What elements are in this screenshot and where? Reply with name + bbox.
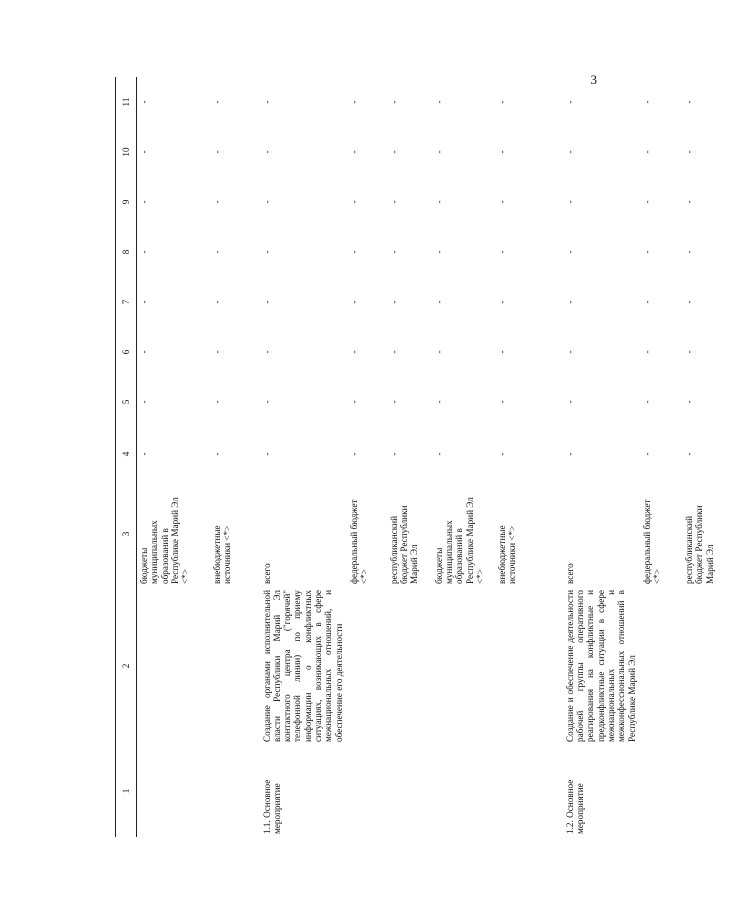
value-cell: -	[211, 300, 222, 304]
value-cell: -	[433, 150, 444, 154]
column-header: 6	[116, 327, 137, 377]
table-row	[210, 77, 260, 837]
value-cell: -	[388, 100, 399, 104]
value-cell: -	[433, 300, 444, 304]
rotated-page-content	[115, 77, 715, 837]
event-description-cell	[495, 587, 563, 745]
value-cell: -	[139, 300, 149, 304]
value-cell: -	[683, 100, 694, 104]
event-description-cell	[387, 587, 432, 745]
event-description-cell	[210, 587, 260, 745]
column-header: 11	[116, 77, 137, 127]
value-cell: -	[348, 250, 359, 254]
value-cell: -	[139, 200, 149, 204]
page-number: 3	[590, 72, 597, 87]
funding-source-cell: бюджеты муниципальных образований в Республике Марий Эл <*>	[433, 497, 486, 584]
table-row	[682, 77, 730, 837]
value-cell: -	[683, 250, 694, 254]
column-header: 7	[116, 277, 137, 327]
funding-source-cell: всего	[564, 563, 575, 584]
table-row	[347, 77, 387, 837]
value-cell: -	[564, 150, 575, 154]
value-cell: -	[388, 452, 399, 456]
value-cell: -	[641, 300, 652, 304]
value-cell: -	[348, 100, 359, 104]
value-cell: -	[348, 452, 359, 456]
event-number-cell	[210, 745, 260, 837]
value-cell: -	[496, 300, 507, 304]
event-description-cell	[347, 587, 387, 745]
event-number-cell	[640, 745, 682, 837]
value-cell: -	[433, 452, 444, 456]
value-cell: -	[211, 100, 222, 104]
value-cell: -	[683, 300, 694, 304]
event-number-cell: 1.2. Основное мероприятие	[564, 779, 586, 834]
event-description-cell	[137, 587, 210, 745]
value-cell: -	[683, 400, 694, 404]
column-header: 2	[116, 587, 137, 745]
table-row	[432, 77, 495, 837]
value-cell: -	[261, 400, 272, 404]
value-cell: -	[433, 100, 444, 104]
column-header: 4	[116, 427, 137, 481]
value-cell: -	[564, 400, 575, 404]
value-cell: -	[433, 350, 444, 354]
value-cell: -	[211, 250, 222, 254]
value-cell: -	[348, 350, 359, 354]
value-cell: -	[211, 150, 222, 154]
funding-source-cell: федеральный бюджет <*>	[641, 499, 663, 584]
table-row	[640, 77, 682, 837]
funding-source-cell: внебюджетные источники <*>	[496, 525, 518, 584]
value-cell: -	[261, 100, 272, 104]
value-cell: -	[564, 100, 575, 104]
value-cell: -	[433, 250, 444, 254]
value-cell: -	[348, 400, 359, 404]
value-cell: -	[433, 400, 444, 404]
table-row	[563, 77, 640, 837]
value-cell: -	[641, 100, 652, 104]
event-description-cell	[432, 587, 495, 745]
value-cell: -	[348, 300, 359, 304]
value-cell: -	[641, 400, 652, 404]
value-cell: -	[139, 350, 149, 354]
value-cell: -	[139, 150, 149, 154]
rotated-table-container	[115, 77, 715, 837]
value-cell: -	[261, 350, 272, 354]
value-cell: -	[388, 350, 399, 354]
value-cell: -	[496, 350, 507, 354]
funding-source-cell: республиканский бюджет Республики Марий Эл	[683, 505, 715, 584]
value-cell: -	[564, 250, 575, 254]
event-description-cell	[640, 587, 682, 745]
value-cell: -	[641, 150, 652, 154]
event-number-cell	[682, 745, 730, 837]
value-cell: -	[496, 400, 507, 404]
value-cell: -	[211, 452, 222, 456]
column-header: 9	[116, 177, 137, 227]
value-cell: -	[641, 250, 652, 254]
value-cell: -	[496, 100, 507, 104]
table-header-row	[116, 77, 137, 837]
column-header: 1	[116, 745, 137, 837]
value-cell: -	[641, 200, 652, 204]
value-cell: -	[564, 350, 575, 354]
funding-source-cell: республиканский бюджет Республики Марий Эл	[388, 505, 420, 584]
value-cell: -	[564, 200, 575, 204]
value-cell: -	[261, 250, 272, 254]
value-cell: -	[683, 200, 694, 204]
event-number-cell: 1.1. Основное мероприятие	[261, 779, 282, 834]
budget-table	[115, 77, 730, 837]
value-cell: -	[564, 300, 575, 304]
value-cell: -	[348, 200, 359, 204]
value-cell: -	[348, 150, 359, 154]
funding-source-cell: внебюджетные источники <*>	[211, 525, 232, 584]
funding-source-cell: всего	[261, 563, 272, 584]
value-cell: -	[211, 350, 222, 354]
funding-source-cell: федеральный бюджет <*>	[348, 499, 370, 584]
value-cell: -	[496, 452, 507, 456]
value-cell: -	[683, 452, 694, 456]
value-cell: -	[261, 452, 272, 456]
event-number-cell	[432, 745, 495, 837]
value-cell: -	[211, 200, 222, 204]
event-number-cell	[495, 745, 563, 837]
table-row	[387, 77, 432, 837]
value-cell: -	[139, 250, 149, 254]
value-cell: -	[496, 200, 507, 204]
value-cell: -	[261, 150, 272, 154]
column-header: 5	[116, 377, 137, 427]
event-description-cell: Создание органами исполнительной власти Республики Марий Эл контактного центра ("горячей" телефонной линии) по приему информации о конфликтных ситуациях, возникающих в сфере межнациональных отношений, и обеспечение его деятельности	[261, 590, 344, 742]
value-cell: -	[139, 100, 149, 104]
value-cell: -	[388, 250, 399, 254]
event-number-cell	[387, 745, 432, 837]
value-cell: -	[211, 400, 222, 404]
value-cell: -	[139, 400, 149, 404]
value-cell: -	[388, 200, 399, 204]
value-cell: -	[641, 350, 652, 354]
value-cell: -	[261, 200, 272, 204]
column-header: 3	[116, 481, 137, 587]
value-cell: -	[683, 350, 694, 354]
value-cell: -	[388, 300, 399, 304]
value-cell: -	[641, 452, 652, 456]
table-row	[260, 77, 347, 837]
value-cell: -	[139, 452, 149, 456]
event-number-cell	[137, 745, 210, 837]
table-row	[495, 77, 563, 837]
funding-source-cell: бюджеты муниципальных образований в Республике Марий Эл <*>	[139, 497, 191, 584]
table-row	[137, 77, 210, 837]
value-cell: -	[261, 300, 272, 304]
value-cell: -	[496, 150, 507, 154]
event-description-cell: Создание и обеспечение деятельности рабочей группы оперативного реагирования на конфликтные и предконфликтные ситуации в сфере межнациональных и межконфессиональных отношений в Республике Марий Эл	[564, 590, 637, 742]
event-description-cell	[682, 587, 730, 745]
value-cell: -	[433, 200, 444, 204]
event-number-cell	[347, 745, 387, 837]
column-header: 10	[116, 127, 137, 177]
value-cell: -	[388, 400, 399, 404]
value-cell: -	[496, 250, 507, 254]
value-cell: -	[388, 150, 399, 154]
value-cell: -	[564, 452, 575, 456]
value-cell: -	[683, 150, 694, 154]
column-header: 8	[116, 227, 137, 277]
